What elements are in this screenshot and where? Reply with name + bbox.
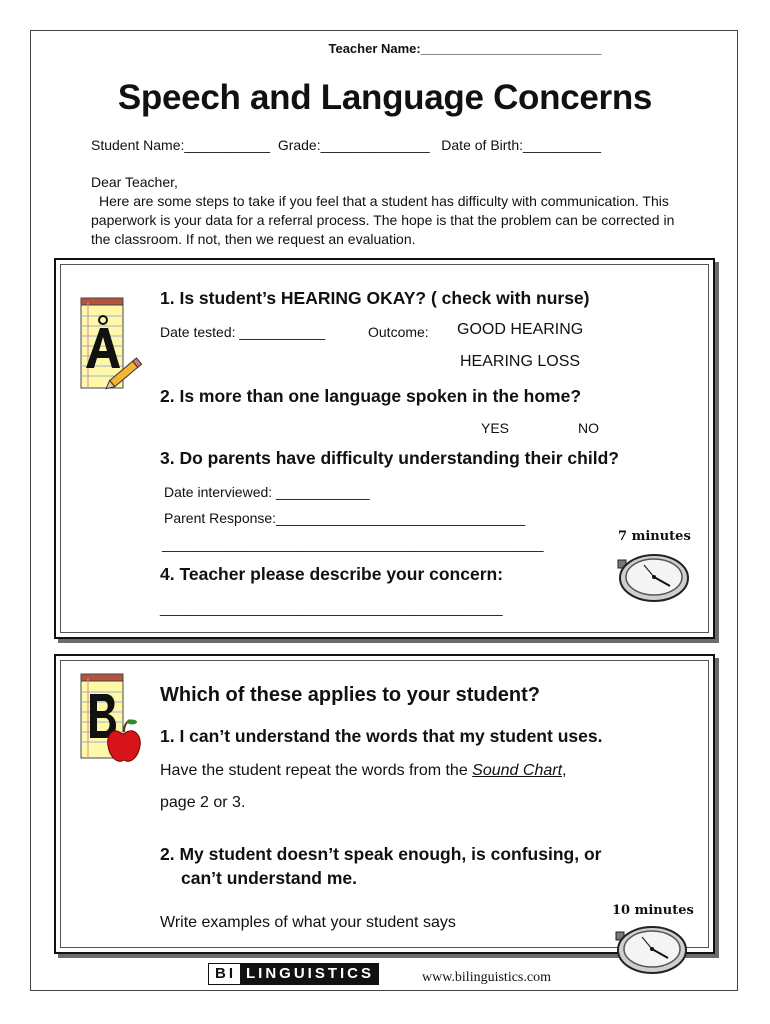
sound-chart-link[interactable]: Sound Chart — [472, 762, 563, 779]
parent-response-line-2[interactable]: _________________________________________________ — [162, 536, 544, 552]
parent-response-field[interactable]: Parent Response:________________________________ — [164, 510, 526, 526]
stopwatch-icon — [612, 918, 692, 976]
section-b-panel — [54, 654, 715, 954]
question-a2: 2. Is more than one language spoken in the home? — [160, 386, 582, 406]
date-tested-field[interactable]: Date tested: ___________ — [160, 324, 326, 340]
student-info-line[interactable]: Student Name:___________ Grade:______________ Date of Birth:__________ — [91, 137, 601, 153]
question-b1: 1. I can’t understand the words that my student uses. — [160, 726, 603, 746]
question-a4: 4. Teacher please describe your concern: — [160, 564, 504, 584]
bilinguistics-logo — [208, 963, 379, 985]
section-b-heading: Which of these applies to your student? — [160, 684, 541, 706]
question-b2-line2: can’t understand me. — [181, 868, 358, 888]
footer-url[interactable]: www.bilinguistics.com — [422, 970, 551, 985]
outcome-hearing-loss[interactable]: HEARING LOSS — [460, 353, 581, 370]
letter-a-pencil-icon — [78, 296, 144, 392]
salutation: Dear Teacher, — [91, 174, 178, 190]
page-title: Speech and Language Concerns — [117, 78, 653, 117]
letter-body: Here are some steps to take if you feel that a student has difficulty with communication. This paperwork is your data for a referral process. The hope is that the problem can be corrected in the classroom. If not, then we request an evaluation. — [91, 193, 675, 247]
intro-letter — [91, 173, 691, 249]
date-interviewed-field[interactable]: Date interviewed: ____________ — [164, 484, 370, 500]
outcome-good-hearing[interactable]: GOOD HEARING — [457, 321, 584, 338]
teacher-name-field[interactable]: Teacher Name:_________________________ — [328, 41, 602, 56]
question-b2-line1: 2. My student doesn’t speak enough, is confusing, or — [160, 844, 602, 864]
section-a-panel — [54, 258, 715, 639]
time-label-7-minutes: 7 minutes — [618, 529, 691, 544]
letter-b-apple-icon — [78, 672, 144, 768]
instruction-text: Have the student repeat the words from the — [160, 762, 473, 779]
outcome-label: Outcome: — [368, 324, 429, 340]
stopwatch-icon — [614, 546, 694, 604]
question-a3: 3. Do parents have difficulty understanding their child? — [160, 448, 619, 468]
logo-linguistics-text: LINGUISTICS — [240, 964, 378, 984]
instruction-comma: , — [562, 762, 567, 779]
answer-yes[interactable]: YES — [481, 420, 510, 436]
logo-bi-text: BI — [209, 964, 240, 984]
time-label-10-minutes: 10 minutes — [612, 903, 694, 918]
question-b1-page-ref: page 2 or 3. — [160, 794, 246, 811]
question-b1-instruction — [160, 762, 566, 780]
question-a1: 1. Is student’s HEARING OKAY? ( check with nurse) — [160, 288, 590, 308]
concern-line[interactable]: ____________________________________________ — [160, 600, 503, 616]
answer-no[interactable]: NO — [578, 420, 599, 436]
question-b2-instruction: Write examples of what your student says — [160, 914, 456, 931]
